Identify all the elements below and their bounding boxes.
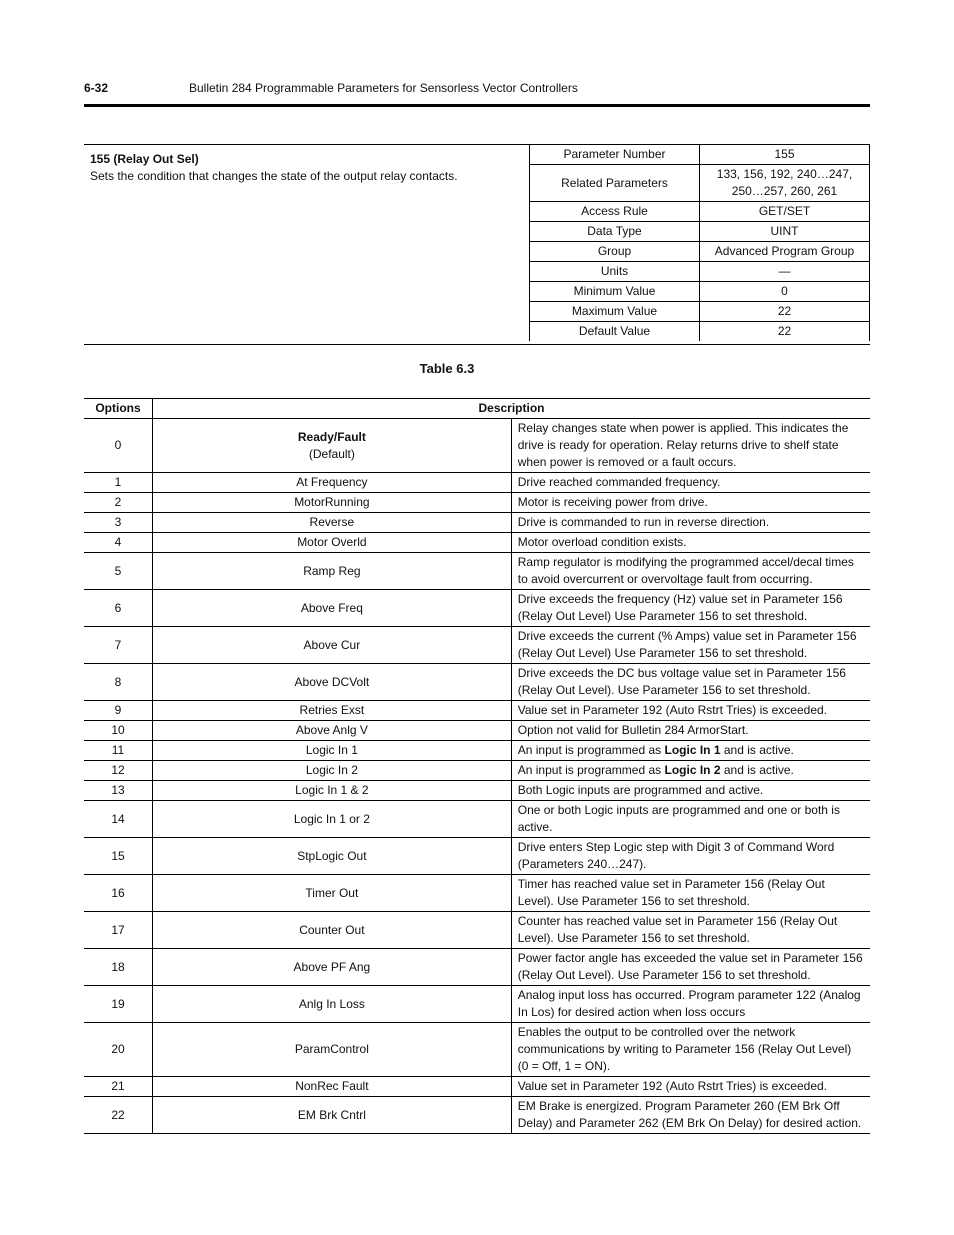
option-name: Anlg In Loss bbox=[298, 996, 365, 1011]
options-table-header-row bbox=[84, 399, 870, 419]
option-number: 17 bbox=[84, 912, 153, 949]
option-description: Timer has reached value set in Parameter 156 (Relay Out Level). Use Parameter 156 to set threshold. bbox=[511, 875, 870, 912]
option-name: StpLogic Out bbox=[297, 848, 367, 863]
option-number: 0 bbox=[84, 419, 153, 473]
option-description: Value set in Parameter 192 (Auto Rstrt Tries) is exceeded. bbox=[511, 1077, 870, 1097]
table-row bbox=[84, 949, 870, 986]
attribute-value: 133, 156, 192, 240…247, 250…257, 260, 261 bbox=[700, 165, 870, 202]
option-name: Ramp Reg bbox=[303, 563, 361, 578]
attribute-row bbox=[530, 145, 870, 165]
option-description-text: An input is programmed as bbox=[517, 743, 665, 757]
option-name: Above Anlg V bbox=[295, 723, 368, 737]
option-name-cell bbox=[153, 664, 512, 701]
options-header: Options bbox=[84, 399, 153, 419]
attribute-row bbox=[530, 262, 870, 282]
option-description: Analog input loss has occurred. Program parameter 122 (Analog In Los) for desired action when loss occurs bbox=[511, 986, 870, 1023]
table-row bbox=[84, 701, 870, 721]
option-name: NonRec Fault bbox=[295, 1079, 369, 1093]
option-name-cell bbox=[153, 590, 512, 627]
option-description: Value set in Parameter 192 (Auto Rstrt Tries) is exceeded. bbox=[511, 701, 870, 721]
attribute-label: Related Parameters bbox=[530, 165, 700, 202]
option-name-cell bbox=[153, 838, 512, 875]
option-number: 13 bbox=[84, 781, 153, 801]
table-row bbox=[84, 627, 870, 664]
table-row bbox=[84, 761, 870, 781]
attribute-row bbox=[530, 202, 870, 222]
option-name-cell bbox=[153, 912, 512, 949]
option-name: Above Cur bbox=[303, 637, 361, 652]
option-name: Above Freq bbox=[300, 600, 363, 615]
table-row bbox=[84, 1077, 870, 1097]
option-number: 10 bbox=[84, 721, 153, 741]
option-name-cell bbox=[153, 781, 512, 801]
page-title: Bulletin 284 Programmable Parameters for Sensorless Vector Controllers bbox=[189, 81, 578, 95]
option-name: Retries Exst bbox=[299, 703, 365, 717]
option-number: 16 bbox=[84, 875, 153, 912]
table-row bbox=[84, 473, 870, 493]
option-description: Relay changes state when power is applied. This indicates the drive is ready for operation. Relay returns drive to shelf state when power is removed or a fault occurs. bbox=[511, 419, 870, 473]
option-name: Motor Overld bbox=[297, 535, 367, 549]
option-description: Motor overload condition exists. bbox=[511, 533, 870, 553]
attribute-label: Maximum Value bbox=[530, 302, 700, 322]
page-number: 6-32 bbox=[84, 81, 109, 95]
table-row bbox=[84, 986, 870, 1023]
option-description: EM Brake is energized. Program Parameter 260 (EM Brk Off Delay) and Parameter 262 (EM Brk On Delay) for desired action. bbox=[511, 1097, 870, 1134]
option-description: Option not valid for Bulletin 284 ArmorStart. bbox=[511, 721, 870, 741]
option-number: 9 bbox=[84, 701, 153, 721]
option-description: Power factor angle has exceeded the value set in Parameter 156 (Relay Out Level). Use Parameter 156 to set threshold. bbox=[511, 949, 870, 986]
option-number: 4 bbox=[84, 533, 153, 553]
parameter-name: 155 (Relay Out Sel) bbox=[90, 152, 199, 166]
option-number: 7 bbox=[84, 627, 153, 664]
attribute-row bbox=[530, 322, 870, 342]
option-name-cell bbox=[153, 875, 512, 912]
attribute-value: UINT bbox=[700, 222, 870, 242]
table-row bbox=[84, 533, 870, 553]
option-description-text: An input is programmed as bbox=[517, 763, 665, 777]
option-name-cell bbox=[153, 801, 512, 838]
attribute-value: 155 bbox=[700, 145, 870, 165]
option-name-cell bbox=[153, 513, 512, 533]
table-row bbox=[84, 721, 870, 741]
option-description bbox=[511, 761, 870, 781]
option-name-note: (Default) bbox=[308, 446, 355, 461]
option-number: 5 bbox=[84, 553, 153, 590]
option-name: Reverse bbox=[309, 515, 355, 529]
attribute-row bbox=[530, 302, 870, 322]
option-description: Ramp regulator is modifying the programmed accel/decal times to avoid overcurrent or overvoltage fault from occurring. bbox=[511, 553, 870, 590]
option-description bbox=[511, 741, 870, 761]
attribute-value: 22 bbox=[700, 322, 870, 342]
option-number: 11 bbox=[84, 741, 153, 761]
table-row bbox=[84, 1097, 870, 1134]
attribute-label: Minimum Value bbox=[530, 282, 700, 302]
option-number: 8 bbox=[84, 664, 153, 701]
attribute-value: 0 bbox=[700, 282, 870, 302]
attribute-label: Access Rule bbox=[530, 202, 700, 222]
option-description: Both Logic inputs are programmed and active. bbox=[511, 781, 870, 801]
option-description: Enables the output to be controlled over the network communications by writing to Parameter 156 (Relay Out Level) (0 = Off, 1 = ON). bbox=[511, 1023, 870, 1077]
description-header: Description bbox=[153, 399, 871, 419]
option-description: Motor is receiving power from drive. bbox=[511, 493, 870, 513]
parameter-attributes-table bbox=[529, 145, 870, 341]
option-number: 20 bbox=[84, 1023, 153, 1077]
attribute-label: Units bbox=[530, 262, 700, 282]
attribute-row bbox=[530, 282, 870, 302]
option-name-cell bbox=[153, 986, 512, 1023]
attribute-row bbox=[530, 222, 870, 242]
attribute-row bbox=[530, 242, 870, 262]
option-name: Logic In 1 & 2 bbox=[295, 783, 369, 797]
attribute-label: Default Value bbox=[530, 322, 700, 342]
attribute-value: GET/SET bbox=[700, 202, 870, 222]
option-description: Counter has reached value set in Parameter 156 (Relay Out Level). Use Parameter 156 to set threshold. bbox=[511, 912, 870, 949]
option-name-cell bbox=[153, 1077, 512, 1097]
option-description-text: and is active. bbox=[720, 743, 794, 757]
option-number: 2 bbox=[84, 493, 153, 513]
option-description: Drive exceeds the current (% Amps) value set in Parameter 156 (Relay Out Level) Use Parameter 156 to set threshold. bbox=[511, 627, 870, 664]
table-row bbox=[84, 553, 870, 590]
option-number: 1 bbox=[84, 473, 153, 493]
option-name: MotorRunning bbox=[294, 495, 370, 509]
option-name: ParamControl bbox=[294, 1042, 369, 1056]
table-row bbox=[84, 664, 870, 701]
attribute-label: Group bbox=[530, 242, 700, 262]
option-name-cell bbox=[153, 1023, 512, 1077]
option-name: Timer Out bbox=[305, 885, 359, 900]
option-name-cell bbox=[153, 473, 512, 493]
table-row bbox=[84, 1023, 870, 1077]
table-row bbox=[84, 801, 870, 838]
option-name: Logic In 2 bbox=[305, 763, 358, 777]
attribute-value: Advanced Program Group bbox=[700, 242, 870, 262]
table-row bbox=[84, 741, 870, 761]
table-row bbox=[84, 875, 870, 912]
option-name-cell bbox=[153, 761, 512, 781]
option-number: 6 bbox=[84, 590, 153, 627]
option-description: Drive is commanded to run in reverse direction. bbox=[511, 513, 870, 533]
attribute-label: Data Type bbox=[530, 222, 700, 242]
table-row bbox=[84, 419, 870, 473]
option-name: Counter Out bbox=[299, 922, 365, 937]
table-row bbox=[84, 781, 870, 801]
option-name-cell bbox=[153, 721, 512, 741]
attribute-value: 22 bbox=[700, 302, 870, 322]
option-name-cell bbox=[153, 553, 512, 590]
option-number: 19 bbox=[84, 986, 153, 1023]
option-description: One or both Logic inputs are programmed and one or both is active. bbox=[511, 801, 870, 838]
page-header bbox=[84, 80, 870, 107]
option-name-cell bbox=[153, 533, 512, 553]
option-name: Above PF Ang bbox=[293, 959, 371, 974]
option-name-cell bbox=[153, 493, 512, 513]
option-number: 18 bbox=[84, 949, 153, 986]
option-name: Above DCVolt bbox=[294, 674, 370, 689]
option-name-cell bbox=[153, 627, 512, 664]
option-name-cell bbox=[153, 419, 512, 473]
attribute-value: — bbox=[700, 262, 870, 282]
attribute-row bbox=[530, 165, 870, 202]
parameter-description-block bbox=[90, 151, 520, 185]
option-name: EM Brk Cntrl bbox=[297, 1107, 366, 1122]
table-row bbox=[84, 838, 870, 875]
option-number: 12 bbox=[84, 761, 153, 781]
table-row bbox=[84, 513, 870, 533]
option-number: 21 bbox=[84, 1077, 153, 1097]
option-description: Drive enters Step Logic step with Digit 3 of Command Word (Parameters 240…247). bbox=[511, 838, 870, 875]
option-description: Drive exceeds the frequency (Hz) value set in Parameter 156 (Relay Out Level) Use Parameter 156 to set threshold. bbox=[511, 590, 870, 627]
attribute-label: Parameter Number bbox=[530, 145, 700, 165]
option-number: 22 bbox=[84, 1097, 153, 1134]
option-number: 14 bbox=[84, 801, 153, 838]
option-name-cell bbox=[153, 701, 512, 721]
option-name-cell bbox=[153, 949, 512, 986]
option-name: Logic In 1 bbox=[305, 743, 358, 757]
table-row bbox=[84, 493, 870, 513]
option-description: Drive exceeds the DC bus voltage value set in Parameter 156 (Relay Out Level). Use Parameter 156 to set threshold. bbox=[511, 664, 870, 701]
option-number: 3 bbox=[84, 513, 153, 533]
option-description-emphasis: Logic In 2 bbox=[664, 763, 721, 777]
option-name: At Frequency bbox=[296, 475, 368, 489]
option-name-cell bbox=[153, 741, 512, 761]
parameter-description: Sets the condition that changes the state of the output relay contacts. bbox=[90, 169, 458, 183]
options-table bbox=[84, 398, 870, 1134]
table-row bbox=[84, 912, 870, 949]
parameter-block bbox=[84, 144, 870, 345]
option-name: Ready/Fault bbox=[297, 429, 366, 444]
option-number: 15 bbox=[84, 838, 153, 875]
option-name: Logic In 1 or 2 bbox=[293, 811, 370, 826]
table-caption: Table 6.3 bbox=[419, 361, 475, 376]
option-name-cell bbox=[153, 1097, 512, 1134]
option-description-text: and is active. bbox=[720, 763, 794, 777]
table-row bbox=[84, 590, 870, 627]
option-description: Drive reached commanded frequency. bbox=[511, 473, 870, 493]
option-description-emphasis: Logic In 1 bbox=[664, 743, 721, 757]
